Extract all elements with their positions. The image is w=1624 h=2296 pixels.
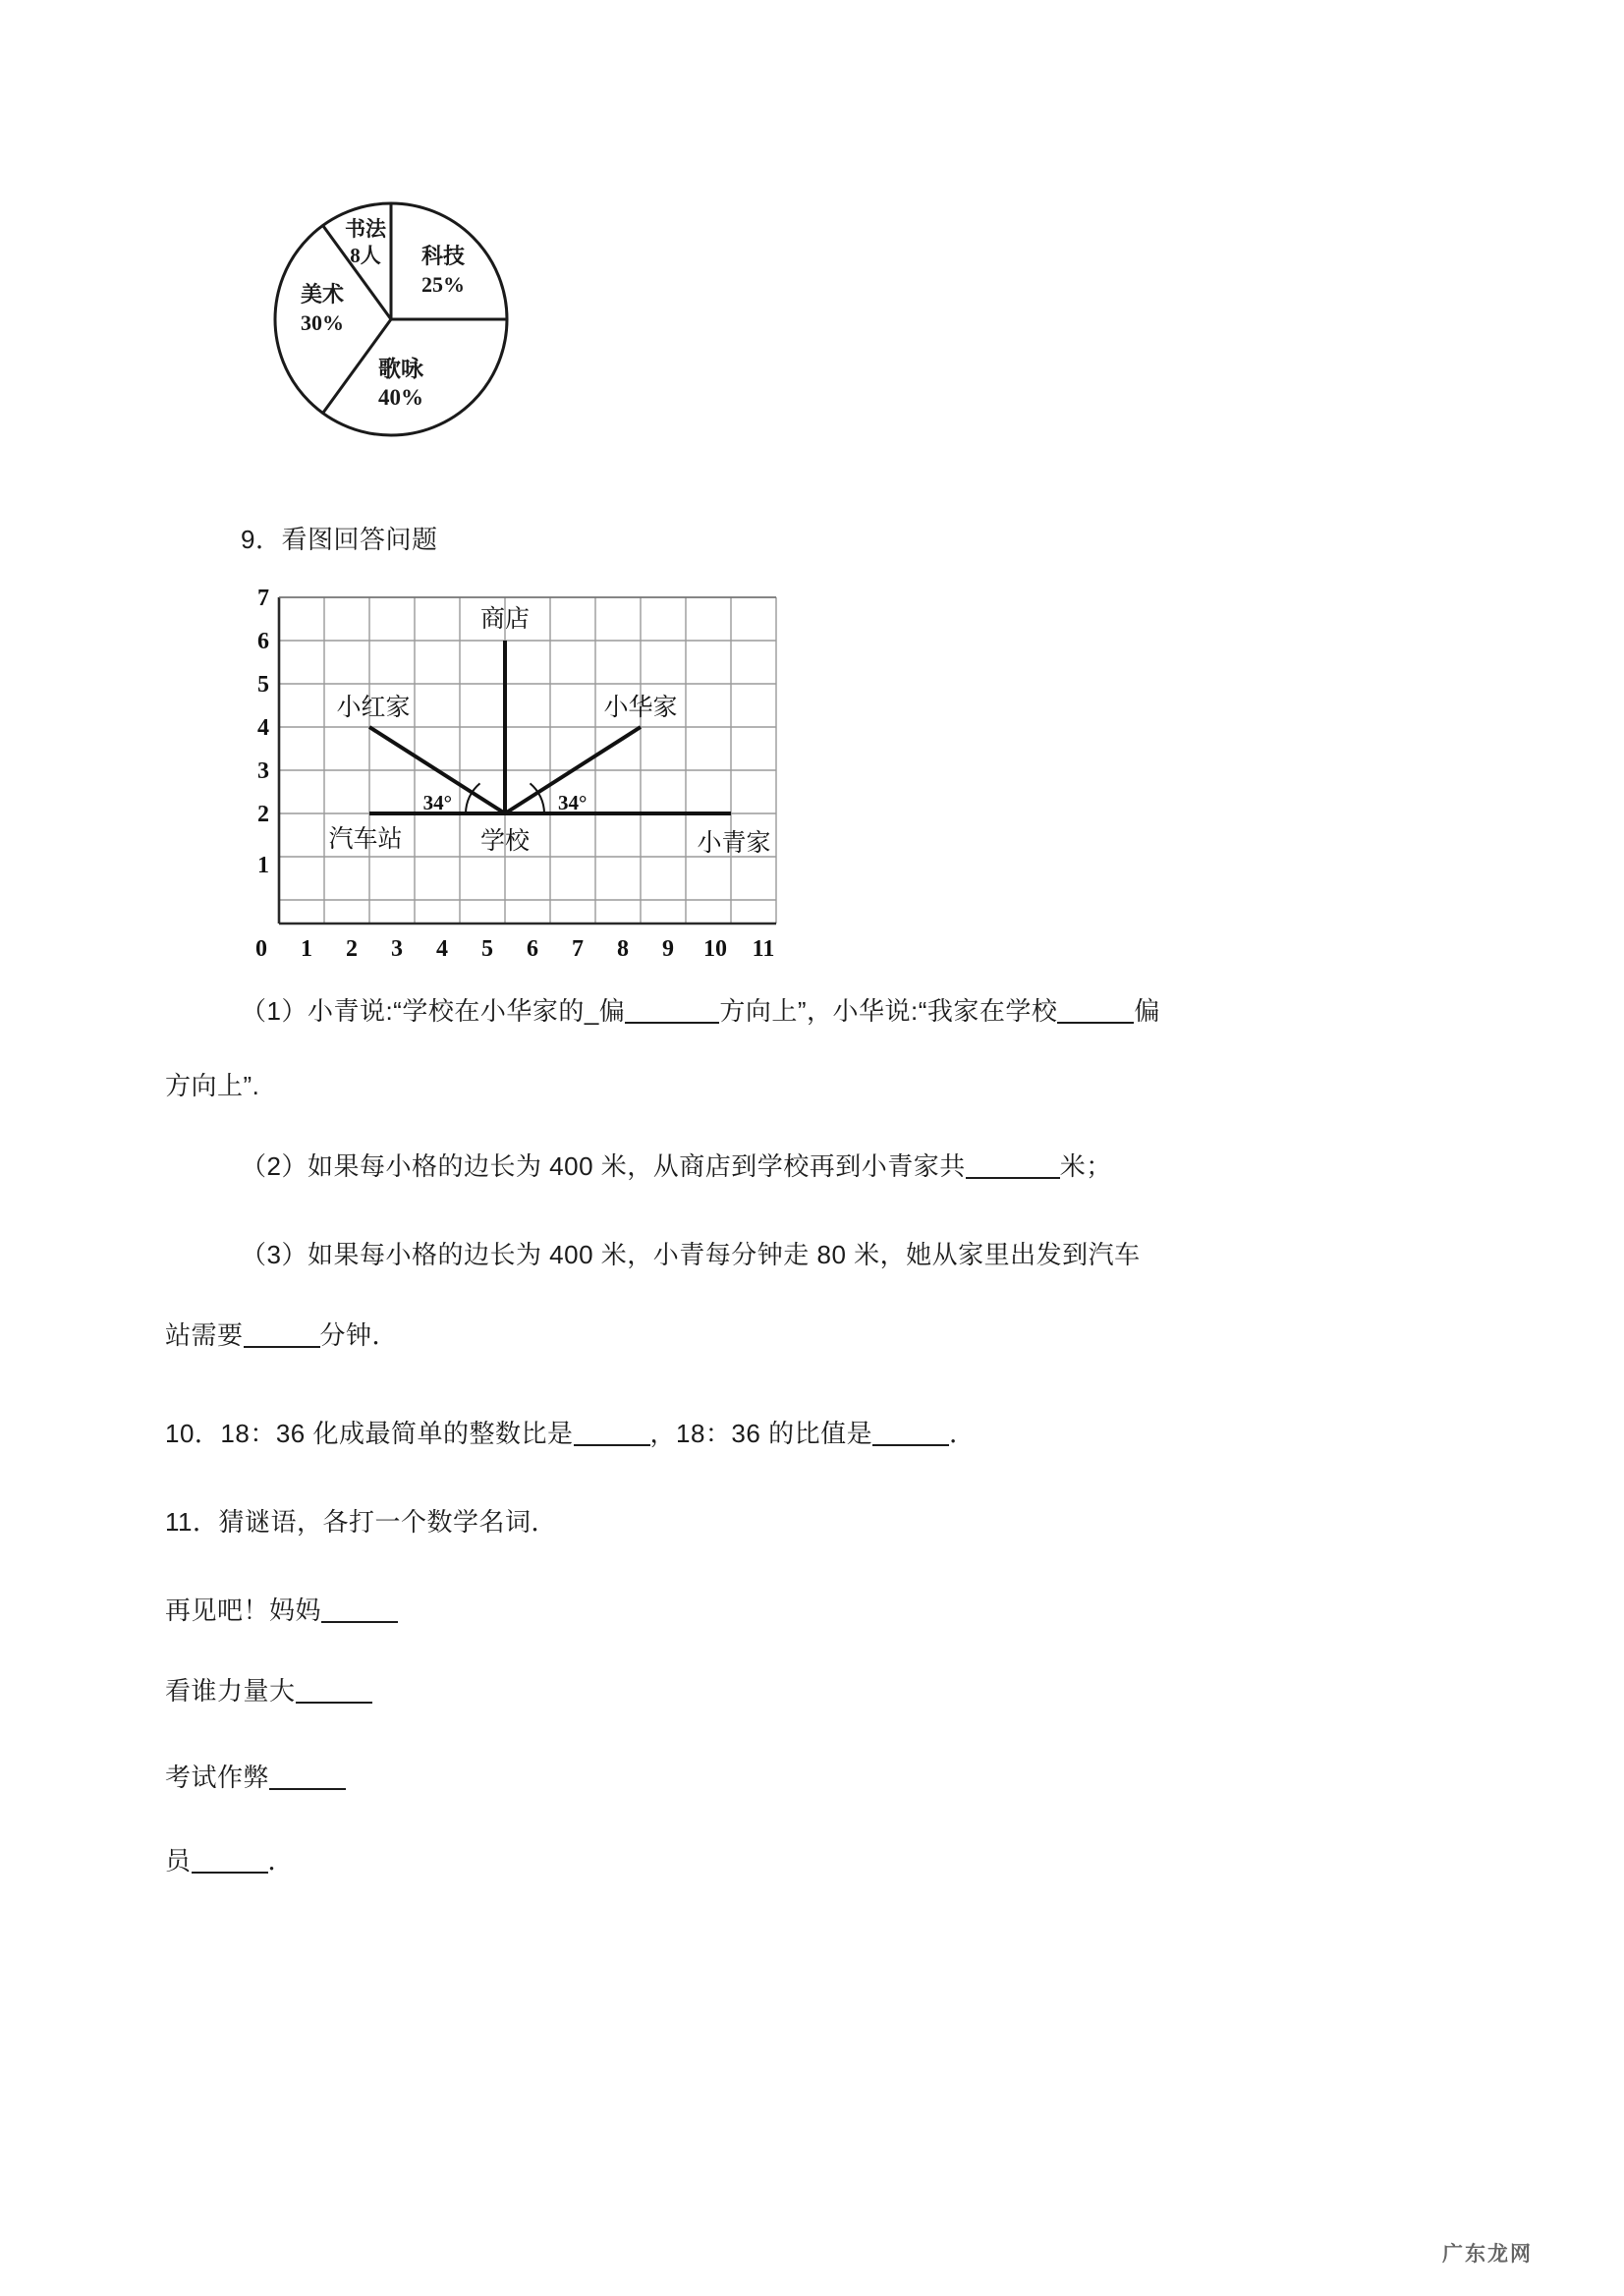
question-10-text-a: 18：36 化成最简单的整数比是 bbox=[220, 1419, 574, 1448]
part-1-text-a: （1）小青说:“学校在小华家的_偏 bbox=[241, 996, 626, 1026]
watermark: 广东龙网 bbox=[1442, 2242, 1533, 2266]
part-3-text-a: （3）如果每小格的边长为 400 米，小青每分钟走 80 米，她从家里出发到汽车 bbox=[241, 1240, 1141, 1269]
pie-value-geyong: 40% bbox=[378, 385, 423, 410]
x-tick-6: 6 bbox=[527, 936, 538, 962]
riddle-text-3: 考试作弊 bbox=[165, 1763, 270, 1792]
pie-label-keji: 科技 bbox=[420, 244, 466, 268]
place-label-xiaohong: 小红家 bbox=[336, 694, 411, 721]
answer-blank-1[interactable] bbox=[625, 1022, 719, 1024]
answer-blank-3[interactable] bbox=[966, 1177, 1060, 1179]
y-tick-2: 2 bbox=[257, 802, 269, 827]
riddle-text-2: 看谁力量大 bbox=[165, 1676, 296, 1706]
question-11-title: 猜谜语，各打一个数学名词． bbox=[218, 1507, 558, 1537]
question-10 bbox=[165, 1415, 976, 1452]
y-tick-3: 3 bbox=[257, 758, 269, 784]
pie-value-meishu: 30% bbox=[301, 310, 344, 335]
x-tick-2: 2 bbox=[346, 936, 358, 962]
answer-blank-10[interactable] bbox=[192, 1872, 268, 1874]
riddle-line-2 bbox=[165, 1672, 372, 1709]
question-9-title: 看图回答问题 bbox=[281, 525, 438, 554]
place-label-busstop: 汽车站 bbox=[328, 825, 403, 853]
question-9-part-2 bbox=[241, 1148, 1112, 1185]
question-10-number: 10． bbox=[165, 1419, 221, 1448]
answer-blank-2[interactable] bbox=[1057, 1022, 1134, 1024]
x-tick-11: 11 bbox=[752, 936, 775, 962]
part-1-text-b: 方向上”，小华说:“我家在学校 bbox=[719, 996, 1058, 1026]
x-tick-9: 9 bbox=[662, 936, 674, 962]
x-tick-3: 3 bbox=[391, 936, 403, 962]
question-9-part-3-line-1 bbox=[241, 1236, 1141, 1273]
x-tick-0: 0 bbox=[255, 936, 267, 962]
question-10-text-c: ． bbox=[949, 1419, 976, 1448]
answer-blank-4[interactable] bbox=[244, 1346, 320, 1348]
place-label-school: 学校 bbox=[479, 827, 531, 855]
pie-label-shufa: 书法 bbox=[345, 217, 386, 241]
x-tick-5: 5 bbox=[481, 936, 493, 962]
x-tick-1: 1 bbox=[301, 936, 312, 962]
riddle-line-1 bbox=[165, 1592, 398, 1629]
answer-blank-7[interactable] bbox=[321, 1621, 398, 1623]
pie-value-keji: 25% bbox=[421, 272, 465, 297]
y-tick-4: 4 bbox=[257, 715, 269, 741]
part-2-text-b: 米； bbox=[1059, 1151, 1112, 1181]
y-tick-6: 6 bbox=[257, 629, 269, 654]
riddle-text-1: 再见吧！妈妈 bbox=[165, 1596, 322, 1625]
part-2-text-a: （2）如果每小格的边长为 400 米，从商店到学校再到小青家共 bbox=[241, 1151, 966, 1181]
question-11-heading bbox=[165, 1503, 557, 1540]
angle-label-left: 34° bbox=[422, 791, 452, 814]
part-1-text-d: 方向上”. bbox=[165, 1071, 260, 1100]
answer-blank-5[interactable] bbox=[574, 1444, 650, 1446]
place-label-xiaoqing: 小青家 bbox=[697, 829, 771, 857]
riddle-line-4 bbox=[165, 1842, 294, 1879]
part-3-text-c: 分钟． bbox=[319, 1320, 399, 1350]
question-11-number: 11． bbox=[165, 1507, 219, 1537]
coordinate-grid-figure bbox=[228, 578, 857, 976]
pie-chart-figure bbox=[244, 172, 538, 467]
question-9-heading bbox=[241, 521, 437, 558]
angle-label-right: 34° bbox=[558, 791, 588, 814]
answer-blank-6[interactable] bbox=[872, 1444, 949, 1446]
y-tick-1: 1 bbox=[257, 853, 269, 878]
pie-value-shufa: 8人 bbox=[350, 244, 381, 267]
y-tick-5: 5 bbox=[257, 672, 269, 698]
answer-blank-9[interactable] bbox=[269, 1788, 346, 1790]
grid-lines bbox=[279, 597, 776, 924]
place-label-shop: 商店 bbox=[479, 605, 531, 633]
question-9-part-1-line-1 bbox=[241, 992, 1160, 1030]
place-label-xiaohua: 小华家 bbox=[603, 694, 678, 721]
question-9-number: 9． bbox=[241, 525, 282, 554]
coordinate-grid-svg bbox=[228, 578, 857, 976]
x-tick-8: 8 bbox=[617, 936, 629, 962]
x-tick-7: 7 bbox=[572, 936, 584, 962]
pie-chart-svg bbox=[244, 172, 538, 467]
question-9-part-1-line-2 bbox=[165, 1067, 259, 1104]
part-3-text-b: 站需要 bbox=[165, 1320, 244, 1350]
answer-blank-8[interactable] bbox=[296, 1702, 372, 1704]
riddle-line-3 bbox=[165, 1759, 346, 1796]
question-9-part-3-line-2 bbox=[165, 1316, 398, 1354]
part-1-text-c: 偏 bbox=[1134, 996, 1160, 1026]
x-tick-4: 4 bbox=[436, 936, 448, 962]
riddle-period: ． bbox=[267, 1846, 295, 1876]
y-tick-7: 7 bbox=[257, 586, 269, 611]
x-tick-10: 10 bbox=[703, 936, 727, 962]
riddle-text-4: 员 bbox=[165, 1846, 192, 1876]
question-10-text-b: ，18：36 的比值是 bbox=[649, 1419, 873, 1448]
pie-label-geyong: 歌咏 bbox=[378, 357, 423, 381]
pie-label-meishu: 美术 bbox=[300, 282, 345, 307]
